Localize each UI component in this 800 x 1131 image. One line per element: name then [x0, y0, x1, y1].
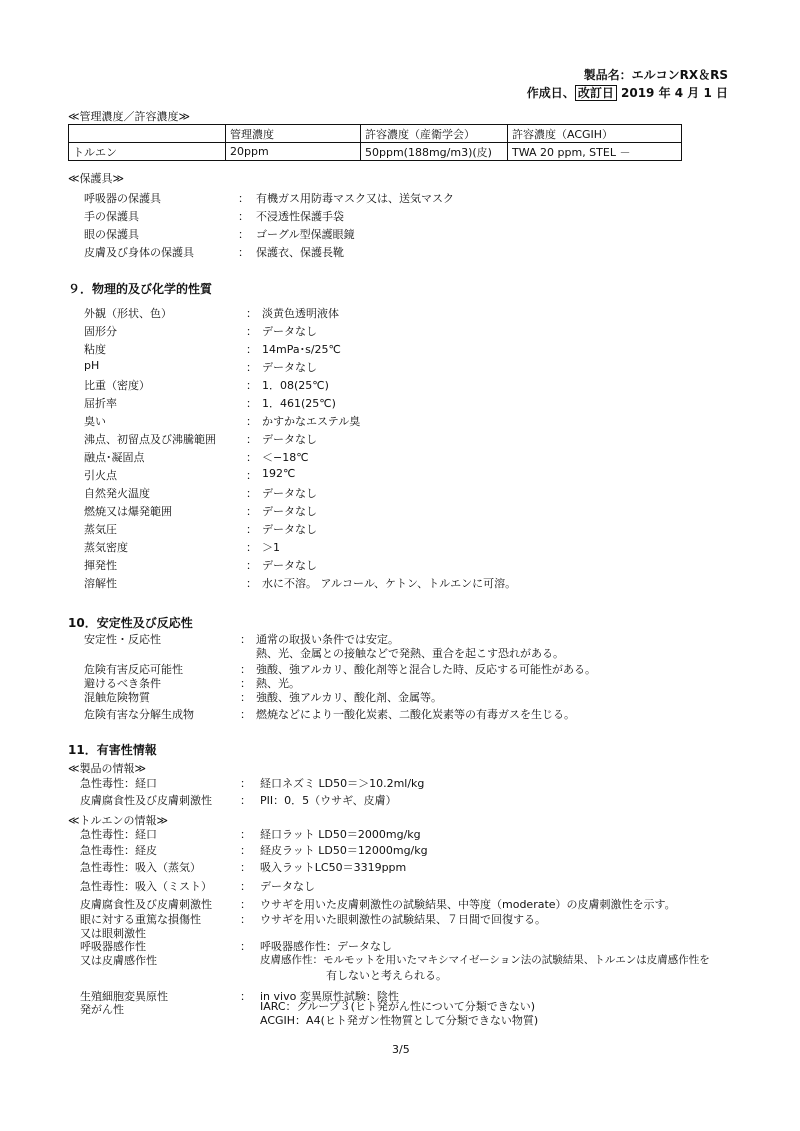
table-header-cell [69, 125, 226, 143]
property-label: 燃焼又は爆発範囲 [84, 505, 172, 518]
colon: ： [238, 210, 249, 223]
colon: ： [246, 433, 257, 446]
eye-label-2: 又は眼刺激性 [80, 927, 146, 940]
colon: ： [246, 577, 257, 590]
reactivity-label: 危険有害反応可能性 [84, 663, 183, 676]
protective-label: 手の保護具 [84, 210, 139, 223]
section-9-title: ９．物理的及び化学的性質 [68, 282, 213, 296]
colon: ： [240, 633, 251, 646]
reactivity-value: 強酸、強アルカリ、酸化剤等と混合した時、反応する可能性がある。 [256, 663, 597, 676]
property-value: データなし [262, 325, 317, 338]
tox-label: 急性毒性：経皮 [80, 844, 157, 857]
tox-value: データなし [260, 880, 315, 893]
property-label: 引火点 [84, 469, 117, 482]
tox-label: 急性毒性：吸入（ミスト） [80, 880, 212, 893]
property-value: 水に不溶。 アルコール、ケトン、トルエンに可溶。 [262, 577, 517, 590]
property-label: pH [84, 359, 100, 372]
property-value: データなし [262, 487, 317, 500]
tox-value: 吸入ラットLC50＝3319ppm [260, 861, 407, 874]
protective-label: 皮膚及び身体の保護具 [84, 246, 194, 259]
product-info-title: ≪製品の情報≫ [68, 762, 147, 775]
colon: ： [240, 844, 251, 857]
property-value: データなし [262, 433, 317, 446]
property-label: 外観（形状、色） [84, 307, 172, 320]
sensitization-label: 呼吸器感作性 [80, 940, 146, 953]
colon: ： [240, 828, 251, 841]
eye-label: 眼に対する重篤な損傷性 [80, 913, 201, 926]
property-label: 自然発火温度 [84, 487, 150, 500]
sensitization-value: 呼吸器感作性：データなし [260, 940, 392, 953]
colon: ： [246, 523, 257, 536]
property-label: 粘度 [84, 343, 106, 356]
tox-value: PII：0．5（ウサギ、皮膚） [260, 794, 397, 807]
tox-value: 経皮ラット LD50＝12000mg/kg [260, 844, 428, 857]
property-label: 比重（密度） [84, 379, 150, 392]
protective-label: 眼の保護具 [84, 228, 139, 241]
tox-value: ウサギを用いた皮膚刺激性の試験結果、中等度（moderate）の皮膚刺激性を示す。 [260, 898, 676, 911]
property-value: かすかなエステル臭 [262, 415, 361, 428]
tox-value: 経口ラット LD50＝2000mg/kg [260, 828, 421, 841]
concentration-table [68, 124, 682, 161]
protective-value: 不浸透性保護手袋 [256, 210, 344, 223]
colon: ： [238, 192, 249, 205]
carc-label: 発がん性 [80, 1003, 124, 1016]
tox-label: 皮膚腐食性及び皮膚刺激性 [80, 898, 212, 911]
property-value: 1．08(25℃) [262, 379, 329, 392]
property-label: 臭い [84, 415, 106, 428]
table-header-row [69, 125, 682, 143]
property-label: 融点･凝固点 [84, 451, 145, 464]
protective-label: 呼吸器の保護具 [84, 192, 161, 205]
colon: ： [246, 307, 257, 320]
date-prefix: 作成日、 [526, 86, 575, 100]
colon: ： [240, 898, 251, 911]
colon: ： [240, 691, 251, 704]
colon: ： [240, 708, 251, 721]
germ-value: in vivo 変異原性試験：陰性 [260, 990, 399, 1003]
colon: ： [246, 487, 257, 500]
colon: ： [246, 343, 257, 356]
colon: ： [246, 451, 257, 464]
eye-value: ウサギを用いた眼刺激性の試験結果、７日間で回復する。 [260, 913, 546, 926]
colon: ： [246, 325, 257, 338]
colon: ： [246, 397, 257, 410]
decomp-value: 燃焼などにより一酸化炭素、二酸化炭素等の有毒ガスを生じる。 [256, 708, 575, 721]
colon: ： [240, 990, 251, 1003]
property-label: 屈折率 [84, 397, 117, 410]
revised-box: 改訂日 [575, 85, 617, 101]
table-cell: 50ppm(188mg/m3)(皮) [361, 143, 508, 161]
revision-date [527, 84, 728, 101]
colon: ： [246, 469, 257, 482]
property-value: ＞1 [262, 541, 280, 554]
sensitization-label-2: 又は皮膚感作性 [80, 954, 157, 967]
property-value: データなし [262, 523, 317, 536]
sensitization-value-2: 皮膚感作性：モルモットを用いたマキシマイゼーション法の試験結果、トルエンは皮膚感作性を [260, 954, 710, 966]
tox-label: 急性毒性：経口 [80, 828, 157, 841]
incompat-label: 混触危険物質 [84, 691, 150, 704]
colon: ： [246, 559, 257, 572]
property-value: 淡黄色透明液体 [262, 307, 339, 320]
protective-value: 保護衣、保護長靴 [256, 246, 344, 259]
property-label: 溶解性 [84, 577, 117, 590]
protective-value: 有機ガス用防毒マスク又は、送気マスク [256, 192, 454, 205]
carc-value-2: ACGIH：A4(ヒト発ガン性物質として分類できない物質) [260, 1014, 539, 1027]
colon: ： [240, 794, 251, 807]
colon: ： [240, 940, 251, 953]
table-header-cell: 許容濃度（ACGIH） [508, 125, 682, 143]
property-label: 蒸気密度 [84, 541, 128, 554]
property-value: ＜−18℃ [262, 451, 309, 464]
property-label: 沸点、初留点及び沸騰範囲 [84, 433, 216, 446]
colon: ： [240, 677, 251, 690]
table-cell: 20ppm [226, 143, 361, 161]
colon: ： [238, 246, 249, 259]
avoid-label: 避けるべき条件 [84, 677, 161, 690]
tox-label: 急性毒性：吸入（蒸気） [80, 861, 201, 874]
property-value: データなし [262, 505, 317, 518]
table-row [69, 143, 682, 161]
stability-label: 安定性・反応性 [84, 633, 161, 646]
property-value: 14mPa･s/25℃ [262, 343, 341, 356]
colon: ： [240, 861, 251, 874]
property-value: データなし [262, 361, 317, 374]
date-value: 2019 年 4 月 1 日 [616, 86, 728, 100]
carc-value: IARC：グループ３(ヒト発がん性について分類できない) [260, 1000, 536, 1013]
toluene-info-title: ≪トルエンの情報≫ [68, 814, 169, 827]
colon: ： [240, 880, 251, 893]
table-cell: トルエン [69, 143, 226, 161]
protective-value: ゴーグル型保護眼鏡 [256, 228, 355, 241]
colon: ： [240, 663, 251, 676]
section-10-title: 10．安定性及び反応性 [68, 616, 193, 630]
tox-value: 経口ネズミ LD50＝＞10.2ml/kg [260, 777, 425, 790]
decomp-label: 危険有害な分解生成物 [84, 708, 194, 721]
germ-label: 生殖細胞変異原性 [80, 990, 168, 1003]
table-header-cell: 許容濃度（産衛学会） [361, 125, 508, 143]
property-label: 揮発性 [84, 559, 117, 572]
colon: ： [238, 228, 249, 241]
colon: ： [246, 361, 257, 374]
property-value: データなし [262, 559, 317, 572]
property-label: 固形分 [84, 325, 117, 338]
section-11-title: 11．有害性情報 [68, 743, 157, 757]
table-cell: TWA 20 ppm, STEL － [508, 143, 682, 161]
property-label: 蒸気圧 [84, 523, 117, 536]
colon: ： [240, 913, 251, 926]
incompat-value: 強酸、強アルカリ、酸化剤、金属等。 [256, 691, 443, 704]
avoid-value: 熱、光。 [256, 677, 300, 690]
control-title: ≪管理濃度／許容濃度≫ [68, 110, 191, 123]
colon: ： [246, 415, 257, 428]
tox-label: 皮膚腐食性及び皮膚刺激性 [80, 794, 212, 807]
product-name: 製品名：エルコンRX＆RS [583, 68, 728, 82]
page-number: 3/5 [392, 1043, 410, 1056]
colon: ： [246, 505, 257, 518]
property-value: 1．461(25℃) [262, 397, 336, 410]
tox-label: 急性毒性：経口 [80, 777, 157, 790]
table-header-cell: 管理濃度 [226, 125, 361, 143]
colon: ： [246, 541, 257, 554]
stability-value: 通常の取扱い条件では安定。 [256, 633, 399, 646]
colon: ： [246, 379, 257, 392]
protective-title: ≪保護具≫ [68, 172, 125, 185]
sensitization-value-3: 有しないと考えられる。 [326, 969, 447, 982]
colon: ： [240, 777, 251, 790]
stability-value-2: 熱、光、金属との接触などで発熱、重合を起こす恐れがある。 [256, 647, 564, 660]
property-value: 192℃ [262, 467, 296, 480]
